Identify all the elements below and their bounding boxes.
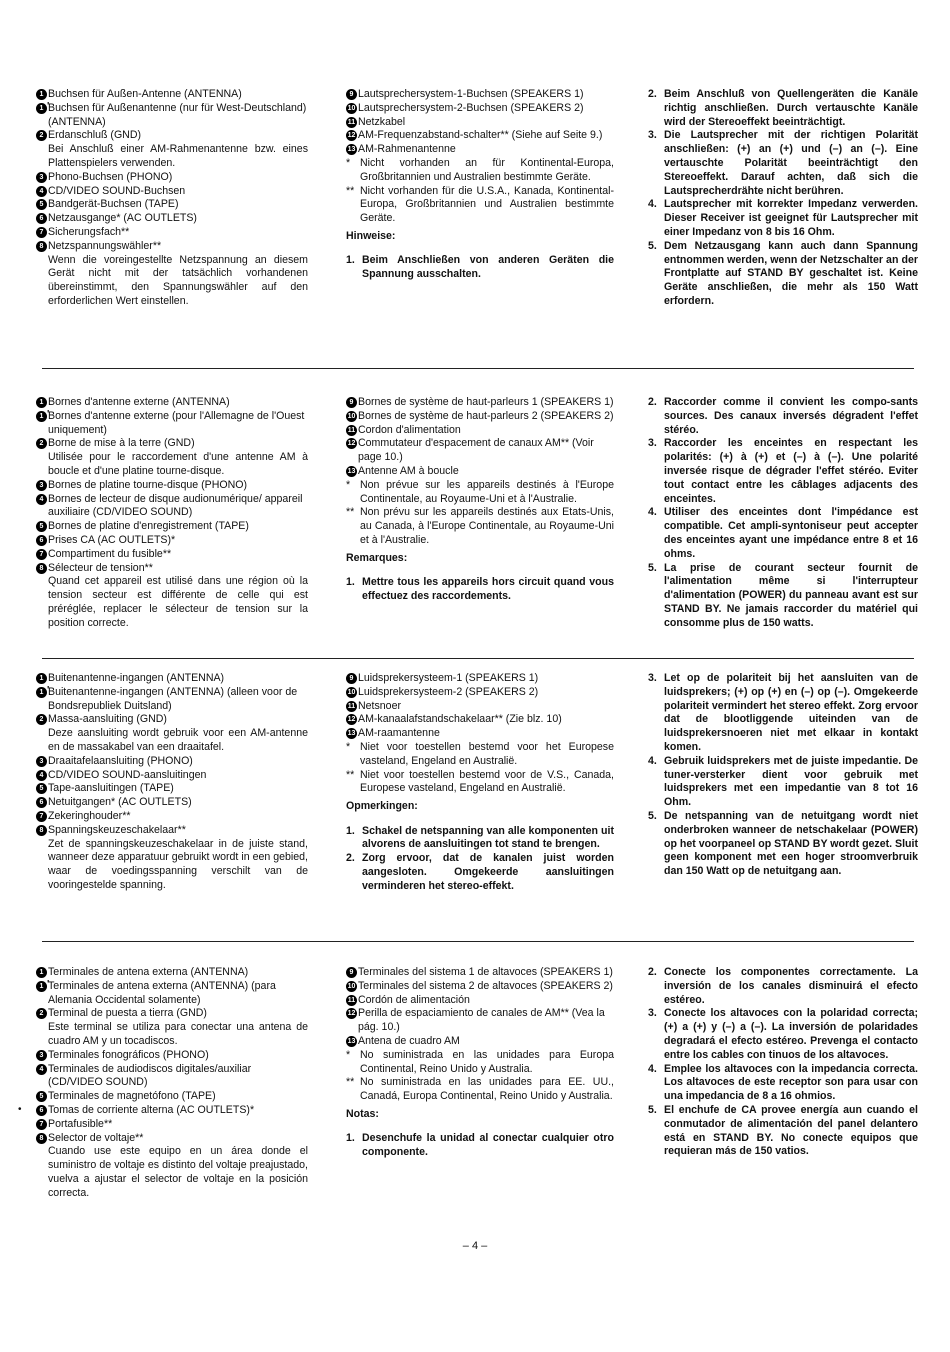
note-text: Lautsprecher mit korrekter Impedanz verwerden. Dieser Receiver ist geeignet für Lautsprecher mit einer Impedanz von 8 bis 16 Ohm. bbox=[664, 198, 918, 238]
numbered-item bbox=[346, 88, 614, 102]
item-number-badge: 8 bbox=[36, 241, 47, 252]
item-text: Tomas de corriente alterna (AC OUTLETS)* bbox=[48, 1103, 255, 1116]
note-number: 2. bbox=[648, 396, 657, 408]
item-number-badge: 2 bbox=[36, 714, 47, 725]
item-text: Bornes d'antenne externe (pour l'Allemagne de l'Ouest uniquement) bbox=[48, 409, 305, 436]
item-text: Terminales de audiodiscos digitales/auxiliar (CD/VIDEO SOUND) bbox=[48, 1062, 252, 1089]
footnote-mark: ** bbox=[346, 768, 355, 781]
item-text: AM-raamantenne bbox=[358, 727, 440, 740]
numbered-item bbox=[36, 980, 308, 1008]
numbered-item bbox=[36, 171, 308, 185]
numbered-item bbox=[36, 810, 308, 824]
item-text: Cordón de alimentación bbox=[358, 993, 470, 1006]
note-text: Emplee los altavoces con la impedancia correcta. Los altavoces de este receptor son para usar con una impedancia de 8 a 16 ohmios. bbox=[664, 1062, 918, 1103]
note-text: Raccorder les enceintes en respectant les polarités: (+) à (+) et (–) à (–). Une polarité inversée risque de dégrader l'effet stéréo. Eviter tout contact entre les câblages adjacents des enceintes. bbox=[664, 437, 918, 505]
note-number: 1. bbox=[346, 254, 355, 267]
item-number-badge: 6 bbox=[36, 797, 47, 808]
footnote-text: Nicht vorhanden an für Kontinental-Europa, Großbritannien und Australien bestimmte Geräte. bbox=[360, 156, 614, 183]
footnote-text: No suministrada en las unidades para Europa Continental, Reino Unido y Australia. bbox=[360, 1048, 614, 1075]
item-number-badge: 9 bbox=[346, 397, 357, 408]
item-number-badge: 5 bbox=[36, 521, 47, 532]
item-number-badge: 13 bbox=[347, 146, 356, 154]
note-item bbox=[648, 562, 918, 631]
item-text: Netuitgangen* (AC OUTLETS) bbox=[48, 796, 192, 809]
note-number: 4. bbox=[648, 1062, 657, 1075]
footnote-text: No suministrada en las unidades para EE. UU., Canadá, Europa Continental, Reino Unido y Australia. bbox=[360, 1076, 614, 1103]
item-number-badge: 5 bbox=[36, 783, 47, 794]
note-number: 2. bbox=[346, 852, 355, 865]
item-number-badge: 8 bbox=[36, 1133, 47, 1144]
column-middle bbox=[346, 966, 614, 1160]
item-text: Zekeringhouder** bbox=[48, 809, 131, 822]
item-text: Bornes de lecteur de disque audionumérique/ appareil auxiliaire (CD/VIDEO SOUND) bbox=[48, 492, 303, 519]
item-text: Sicherungsfach** bbox=[48, 225, 130, 238]
numbered-item bbox=[36, 1104, 308, 1118]
numbered-item bbox=[346, 1035, 614, 1049]
note-number: 3. bbox=[648, 129, 657, 142]
numbered-item bbox=[36, 493, 308, 521]
footnote-mark: * bbox=[346, 478, 351, 491]
item-description: Este terminal se utiliza para conectar una antena de cuadro AM y un tocadiscos. bbox=[48, 1021, 308, 1047]
column-right bbox=[648, 396, 918, 631]
item-text: Massa-aansluiting (GND) bbox=[48, 713, 167, 726]
notes-heading: Remarques: bbox=[346, 551, 408, 564]
item-text: Terminales del sistema 1 de altavoces (SPEAKERS 1) bbox=[358, 966, 613, 978]
numbered-item bbox=[36, 713, 308, 727]
item-text: Prises CA (AC OUTLETS)* bbox=[48, 533, 176, 546]
note-item bbox=[648, 810, 918, 879]
item-number-badge: 3 bbox=[36, 1050, 47, 1061]
note-text: Conecte los altavoces con la polaridad correcta; (+) a (+) y (–) a (–). La inversión de polaridades degradará el efecto estéreo. Prevenga el contacto entre los cables con tinuos de los altavoces. bbox=[664, 1007, 918, 1061]
numbered-item bbox=[36, 185, 308, 199]
note-item bbox=[346, 852, 614, 893]
note-item bbox=[648, 198, 918, 239]
footnote-text: Non prévu sur les appareils destinés aux Etats-Unis, au Canada, à l'Europe Continentale, au Royaume-Uni et à l'Australie. bbox=[360, 506, 614, 546]
item-text: Terminales del sistema 2 de altavoces (SPEAKERS 2) bbox=[358, 979, 613, 992]
numbered-item bbox=[36, 1118, 308, 1132]
numbered-item bbox=[36, 562, 308, 576]
numbered-item bbox=[36, 102, 308, 130]
notes-heading: Hinweise: bbox=[346, 229, 396, 242]
note-number: 4. bbox=[648, 506, 657, 519]
item-number-badge: 13 bbox=[347, 1037, 356, 1045]
numbered-item bbox=[346, 1007, 614, 1035]
item-text: Luidsprekersysteem-2 (SPEAKERS 2) bbox=[358, 685, 539, 698]
numbered-item bbox=[36, 782, 308, 796]
numbered-item bbox=[36, 796, 308, 810]
item-number-badge: 6 bbox=[36, 213, 47, 224]
item-number-badge: 8 bbox=[36, 563, 47, 574]
numbered-item bbox=[346, 686, 614, 700]
note-item bbox=[648, 672, 918, 755]
numbered-item bbox=[36, 212, 308, 226]
numbered-item bbox=[346, 424, 614, 438]
footnote bbox=[346, 506, 614, 547]
item-text: Phono-Buchsen (PHONO) bbox=[48, 170, 173, 183]
item-text: Selector de voltaje** bbox=[48, 1131, 144, 1144]
item-number-badge: 2 bbox=[36, 438, 47, 449]
item-number-badge: 9 bbox=[346, 89, 357, 100]
item-number-badge: 1 bbox=[36, 673, 47, 684]
note-text: Beim Anschließen von anderen Geräten die Spannung ausschalten. bbox=[362, 254, 614, 281]
item-number-badge: 3 bbox=[36, 756, 47, 767]
item-number-badge: 2 bbox=[36, 130, 47, 141]
item-number-badge: 12 bbox=[347, 716, 356, 724]
item-number-badge: 1 bbox=[36, 397, 47, 408]
note-item bbox=[346, 825, 614, 853]
item-number-badge: 1 ' bbox=[36, 981, 47, 992]
column-left bbox=[36, 88, 308, 309]
note-text: Die Lautsprecher mit der richtigen Polarität anschließen: (+) an (+) und (–) an (–). Eine vertauschte Polarität beeinträchtigt den Stereoeffekt. Darauf achten, daß sich die Lautsprecherdrähte nicht berühren. bbox=[664, 129, 918, 197]
numbered-item bbox=[36, 1063, 308, 1091]
note-item bbox=[648, 1007, 918, 1062]
item-text: Buitenantenne-ingangen (ANTENNA) bbox=[48, 672, 225, 684]
note-number: 5. bbox=[648, 809, 657, 822]
numbered-item bbox=[36, 396, 308, 410]
note-number: 1. bbox=[346, 1132, 355, 1145]
item-text: AM-Frequenzabstand-schalter** (Siehe auf Seite 9.) bbox=[358, 129, 603, 142]
numbered-item bbox=[36, 548, 308, 562]
item-number-badge: 11 bbox=[347, 426, 356, 434]
item-number-badge: 12 bbox=[347, 132, 356, 140]
numbered-item bbox=[346, 396, 614, 410]
item-text: Terminales de antena externa (ANTENNA) (para Alemania Occidental solamente) bbox=[48, 979, 276, 1006]
numbered-item bbox=[346, 437, 614, 465]
note-number: 3. bbox=[648, 437, 657, 450]
note-item bbox=[648, 1063, 918, 1104]
item-text: Bornes de système de haut-parleurs 1 (SPEAKERS 1) bbox=[358, 396, 614, 408]
note-number: 3. bbox=[648, 1007, 657, 1020]
footnote bbox=[346, 185, 614, 226]
note-text: Conecte los componentes correctamente. La inversión de los canales disminuirá el efecto estéreo. bbox=[664, 966, 918, 1006]
item-number-badge: 10 bbox=[347, 104, 356, 112]
item-number-badge: 9 bbox=[346, 673, 357, 684]
column-left bbox=[36, 672, 308, 893]
item-description: Deze aansluiting wordt gebruik voor een AM-antenne en de massakabel van een draaitafel. bbox=[48, 727, 308, 753]
numbered-item bbox=[36, 198, 308, 212]
item-text: Terminales de antena externa (ANTENNA) bbox=[48, 966, 249, 978]
item-number-badge: 6 bbox=[36, 1105, 47, 1116]
item-text: Lautsprechersystem-2-Buchsen (SPEAKERS 2) bbox=[358, 101, 584, 114]
numbered-item bbox=[36, 966, 308, 980]
item-text: Portafusible** bbox=[48, 1117, 113, 1130]
note-text: Utiliser des enceintes dont l'impédance est compatible. Cet ampli-syntoniseur peut accepter des enceintes ayant une impédance entre 8 et 16 ohms. bbox=[664, 506, 918, 560]
note-text: Beim Anschluß von Quellengeräten die Kanäle richtig anschließen. Durch vertauschte Kanäle wird der Stereoeffekt beeinträchtigt. bbox=[664, 88, 918, 128]
note-number: 4. bbox=[648, 754, 657, 767]
note-text: Let op de polariteit bij het aansluiten van de luidsprekers; (+) op (+) en (–) op (–). Omgekeerde polariteit vermindert het stereo effekt. Zorg ervoor dat de blootliggende uiteinden van de luidsprekersnoeren niet met elkaar in kontakt komen. bbox=[664, 672, 918, 753]
numbered-item bbox=[346, 143, 614, 157]
notes-heading: Notas: bbox=[346, 1107, 379, 1120]
item-text: Netzspannungswähler** bbox=[48, 239, 162, 252]
note-number: 5. bbox=[648, 561, 657, 574]
item-description: Zet de spanningskeuzeschakelaar in de juiste stand, wanneer deze apparatuur gebruikt wordt in een gebied, waar de voedingsspanning verschilt van de vooringestelde spanning. bbox=[48, 837, 308, 891]
item-number-badge: 5 bbox=[36, 199, 47, 210]
item-number-badge: 7 bbox=[36, 549, 47, 560]
note-text: Raccorder comme il convient les compo-sants sources. Des canaux inversés dégradent l'effet stéréo. bbox=[664, 396, 918, 436]
note-text: Zorg ervoor, dat de kanalen juist worden aangesloten. Omgekeerde aansluitingen verminderen het stereo-effekt. bbox=[362, 852, 614, 892]
numbered-item bbox=[36, 534, 308, 548]
item-text: Terminal de puesta a tierra (GND) bbox=[48, 1007, 207, 1020]
item-text: Perilla de espaciamiento de canales de AM** (Vea la pág. 10.) bbox=[358, 1007, 605, 1034]
item-number-badge: 13 bbox=[347, 467, 356, 475]
item-number-badge: 1 ' bbox=[36, 103, 47, 114]
item-number-badge: 4 bbox=[36, 494, 47, 505]
numbered-item bbox=[36, 479, 308, 493]
column-left bbox=[36, 966, 308, 1201]
item-number-badge: 9 bbox=[346, 967, 357, 978]
item-description: Quand cet appareil est utilisé dans une région où la tension secteur est différente de celle qui est préréglée, replacer le sélecteur de tension sur la position correcte. bbox=[48, 575, 308, 629]
note-text: De netspanning van de netuitgang wordt niet onderbroken wanneer de netschakelaar (POWER) op het voorpaneel op STAND BY wordt gezet. Sluit geen komponent met een hoger stroomverbruik dan 150 Watt op de netuitgang aan. bbox=[664, 809, 918, 878]
item-number-badge: 4 bbox=[36, 1064, 47, 1075]
item-text: Antenne AM à boucle bbox=[358, 464, 459, 477]
numbered-item bbox=[36, 437, 308, 451]
numbered-item bbox=[346, 966, 614, 980]
item-text: CD/VIDEO SOUND-aansluitingen bbox=[48, 768, 207, 781]
numbered-item bbox=[36, 1132, 308, 1146]
item-text: Tape-aansluitingen (TAPE) bbox=[48, 782, 174, 795]
numbered-item bbox=[346, 116, 614, 130]
note-number: 4. bbox=[648, 198, 657, 211]
numbered-item bbox=[346, 713, 614, 727]
item-text: Bornes de platine tourne-disque (PHONO) bbox=[48, 478, 248, 491]
footnote bbox=[346, 741, 614, 769]
item-text: Bornes d'antenne externe (ANTENNA) bbox=[48, 396, 230, 408]
note-text: Mettre tous les appareils hors circuit quand vous effectuez des raccordements. bbox=[362, 576, 614, 602]
item-number-badge: 7 bbox=[36, 227, 47, 238]
item-number-badge: 8 bbox=[36, 825, 47, 836]
numbered-item bbox=[346, 700, 614, 714]
numbered-item bbox=[36, 226, 308, 240]
item-number-badge: 11 bbox=[347, 118, 356, 126]
item-number-badge: 11 bbox=[347, 996, 356, 1004]
numbered-item bbox=[36, 769, 308, 783]
numbered-item bbox=[36, 240, 308, 254]
numbered-item bbox=[346, 672, 614, 686]
item-text: Bornes de système de haut-parleurs 2 (SPEAKERS 2) bbox=[358, 409, 614, 422]
item-number-badge: 10 bbox=[347, 688, 356, 696]
footnote bbox=[346, 1076, 614, 1104]
item-number-badge: 3 bbox=[36, 172, 47, 183]
numbered-item bbox=[346, 129, 614, 143]
item-text: Netzausgange* (AC OUTLETS) bbox=[48, 212, 197, 225]
item-text: Terminales de magnetófono (TAPE) bbox=[48, 1090, 216, 1103]
item-text: Buchsen für Außen-Antenne (ANTENNA) bbox=[48, 88, 242, 100]
note-text: El enchufe de CA provee energía aun cuando el conmutador de alimentación del panel delantero está en STAND BY. No conecte equipos que requieran más de 150 vatios. bbox=[664, 1103, 918, 1158]
item-text: Antena de cuadro AM bbox=[358, 1034, 460, 1047]
item-text: Sélecteur de tension** bbox=[48, 561, 153, 574]
item-number-badge: 3 bbox=[36, 480, 47, 491]
footnote-text: Non prévue sur les appareils destinés à l'Europe Continentale, au Royaume-Uni et à l'Australie. bbox=[360, 478, 614, 505]
item-number-badge: 12 bbox=[347, 1010, 356, 1018]
note-item bbox=[648, 88, 918, 129]
item-text: Buitenantenne-ingangen (ANTENNA) (alleen voor de Bondsrepubliek Duitsland) bbox=[48, 685, 298, 712]
item-description: Wenn die voreingestellte Netzspannung an diesem Gerät nicht mit der tatsächlich vorhandenen übereinstimmt, den Spannungswähler auf den erforderlichen Wert einstellen. bbox=[48, 253, 308, 307]
item-number-badge: 6 bbox=[36, 535, 47, 546]
footnote-mark: ** bbox=[346, 506, 355, 519]
note-item bbox=[648, 240, 918, 309]
item-text: Lautsprechersystem-1-Buchsen (SPEAKERS 1) bbox=[358, 88, 584, 100]
notes-heading: Opmerkingen: bbox=[346, 800, 418, 813]
item-number-badge: 5 bbox=[36, 1091, 47, 1102]
column-right bbox=[648, 88, 918, 309]
footnote bbox=[346, 1049, 614, 1077]
item-description: Bei Anschluß einer AM-Rahmenantenne bzw. eines Plattenspielers verwenden. bbox=[48, 143, 308, 169]
item-text: Spanningskeuzeschakelaar** bbox=[48, 823, 186, 836]
item-number-badge: 7 bbox=[36, 1119, 47, 1130]
item-text: CD/VIDEO SOUND-Buchsen bbox=[48, 184, 186, 197]
note-item bbox=[648, 966, 918, 1007]
item-text: Compartiment du fusible** bbox=[48, 547, 172, 560]
item-number-badge: 1 bbox=[36, 967, 47, 978]
note-item bbox=[648, 129, 918, 198]
note-item bbox=[648, 437, 918, 506]
numbered-item bbox=[36, 520, 308, 534]
footnote-mark: ** bbox=[346, 1076, 355, 1089]
numbered-item bbox=[36, 129, 308, 143]
note-item bbox=[346, 1132, 614, 1160]
item-number-badge: 7 bbox=[36, 811, 47, 822]
note-item bbox=[648, 755, 918, 810]
item-number-badge: 10 bbox=[347, 982, 356, 990]
item-number-badge: 1 ' bbox=[36, 687, 47, 698]
footnote bbox=[346, 479, 614, 507]
numbered-item bbox=[346, 727, 614, 741]
note-number: 1. bbox=[346, 576, 355, 589]
numbered-item bbox=[36, 88, 308, 102]
note-text: Schakel de netspanning van alle komponenten uit alvorens de aansluitingen tot stand te brengen. bbox=[362, 824, 614, 851]
numbered-item bbox=[36, 410, 308, 438]
column-right bbox=[648, 672, 918, 879]
column-middle bbox=[346, 88, 614, 282]
footnote-mark: * bbox=[346, 156, 351, 169]
note-number: 1. bbox=[346, 824, 355, 837]
note-item bbox=[648, 1104, 918, 1159]
item-text: Netzkabel bbox=[358, 115, 406, 128]
item-number-badge: 12 bbox=[347, 440, 356, 448]
item-description: Cuando use este equipo en un área donde el suministro de voltaje es distinto del voltaje preajustado, vuelva a ajustar el selector de voltaje en la posición correcta. bbox=[48, 1145, 308, 1199]
stray-mark: • bbox=[18, 1104, 22, 1115]
note-number: 3. bbox=[648, 672, 657, 684]
numbered-item bbox=[36, 1090, 308, 1104]
item-text: Commutateur d'espacement de canaux AM** (Voir page 10.) bbox=[358, 437, 594, 464]
footnote-mark: * bbox=[346, 1048, 351, 1061]
item-text: Borne de mise à la terre (GND) bbox=[48, 437, 195, 450]
divider bbox=[42, 658, 914, 659]
column-middle bbox=[346, 396, 614, 604]
item-text: Buchsen für Außenantenne (nur für West-Deutschland)(ANTENNA) bbox=[48, 101, 307, 128]
footnote bbox=[346, 769, 614, 797]
footnote-text: Niet voor toestellen bestemd voor de V.S., Canada, Europese vasteland, Engeland en Australië. bbox=[360, 768, 614, 795]
numbered-item bbox=[36, 755, 308, 769]
item-number-badge: 4 bbox=[36, 770, 47, 781]
item-text: Bandgerät-Buchsen (TAPE) bbox=[48, 198, 179, 211]
note-item bbox=[648, 506, 918, 561]
numbered-item bbox=[346, 465, 614, 479]
item-text: Terminales fonográficos (PHONO) bbox=[48, 1048, 209, 1061]
item-number-badge: 13 bbox=[347, 730, 356, 738]
divider bbox=[42, 941, 914, 942]
note-number: 5. bbox=[648, 239, 657, 252]
page-number: – 4 – bbox=[462, 1240, 488, 1252]
numbered-item bbox=[346, 410, 614, 424]
column-right bbox=[648, 966, 918, 1159]
footnote-text: Nicht vorhanden für die U.S.A., Kanada, Kontinental-Europa, Großbritannien und Australien bestimmte Geräte. bbox=[360, 184, 614, 225]
column-left bbox=[36, 396, 308, 631]
numbered-item bbox=[36, 686, 308, 714]
note-number: 5. bbox=[648, 1103, 657, 1116]
footnote-text: Niet voor toestellen bestemd voor het Europese vasteland, Engeland en Australië. bbox=[360, 740, 614, 767]
numbered-item bbox=[36, 1049, 308, 1063]
item-text: Draaitafelaansluiting (PHONO) bbox=[48, 754, 193, 767]
item-text: Netsnoer bbox=[358, 699, 401, 712]
item-text: Erdanschluß (GND) bbox=[48, 129, 142, 142]
note-text: Desenchufe la unidad al conectar cualquier otro componente. bbox=[362, 1132, 614, 1159]
footnote-mark: * bbox=[346, 740, 351, 753]
item-text: Luidsprekersysteem-1 (SPEAKERS 1) bbox=[358, 672, 539, 684]
item-description: Utilisée pour le raccordement d'une antenne AM à boucle et d'une platine tourne-disque. bbox=[48, 451, 308, 477]
item-number-badge: 4 bbox=[36, 186, 47, 197]
item-number-badge: 1 ' bbox=[36, 411, 47, 422]
note-text: Gebruik luidsprekers met de juiste impedantie. De tuner-versterker dient voor gebruik met luidsprekers met een impedantie van 8 tot 16 Ohm. bbox=[664, 754, 918, 809]
item-text: AM-Rahmenantenne bbox=[358, 143, 456, 156]
column-middle bbox=[346, 672, 614, 894]
item-number-badge: 10 bbox=[347, 412, 356, 420]
item-text: Cordon d'alimentation bbox=[358, 423, 461, 436]
item-number-badge: 11 bbox=[347, 702, 356, 710]
note-number: 2. bbox=[648, 966, 657, 978]
note-item bbox=[346, 576, 614, 604]
item-text: Bornes de platine d'enregistrement (TAPE) bbox=[48, 520, 249, 533]
numbered-item bbox=[36, 672, 308, 686]
item-number-badge: 1 bbox=[36, 89, 47, 100]
note-text: Dem Netzausgang kann auch dann Spannung entnommen werden, wenn der Netzschalter an der Frontplatte auf STAND BY geschaltet ist. Keine Geräte anschließen, die mehr als 150 Watt erfordern. bbox=[664, 239, 918, 307]
numbered-item bbox=[346, 980, 614, 994]
numbered-item bbox=[36, 824, 308, 838]
item-number-badge: 2 bbox=[36, 1008, 47, 1019]
numbered-item bbox=[36, 1007, 308, 1021]
footnote bbox=[346, 157, 614, 185]
note-number: 2. bbox=[648, 88, 657, 100]
numbered-item bbox=[346, 994, 614, 1008]
footnote-mark: ** bbox=[346, 184, 355, 197]
note-text: La prise de courant secteur fournit de l'alimentation même si l'interrupteur d'alimentation (POWER) du panneau avant est sur STAND BY. Ne jamais raccorder du matériel qui consomme plus de 150 watts. bbox=[664, 561, 918, 629]
note-item bbox=[648, 396, 918, 437]
divider bbox=[42, 368, 914, 369]
note-item bbox=[346, 254, 614, 282]
item-text: AM-kanaalafstandschakelaar** (Zie blz. 10) bbox=[358, 713, 562, 726]
numbered-item bbox=[346, 102, 614, 116]
